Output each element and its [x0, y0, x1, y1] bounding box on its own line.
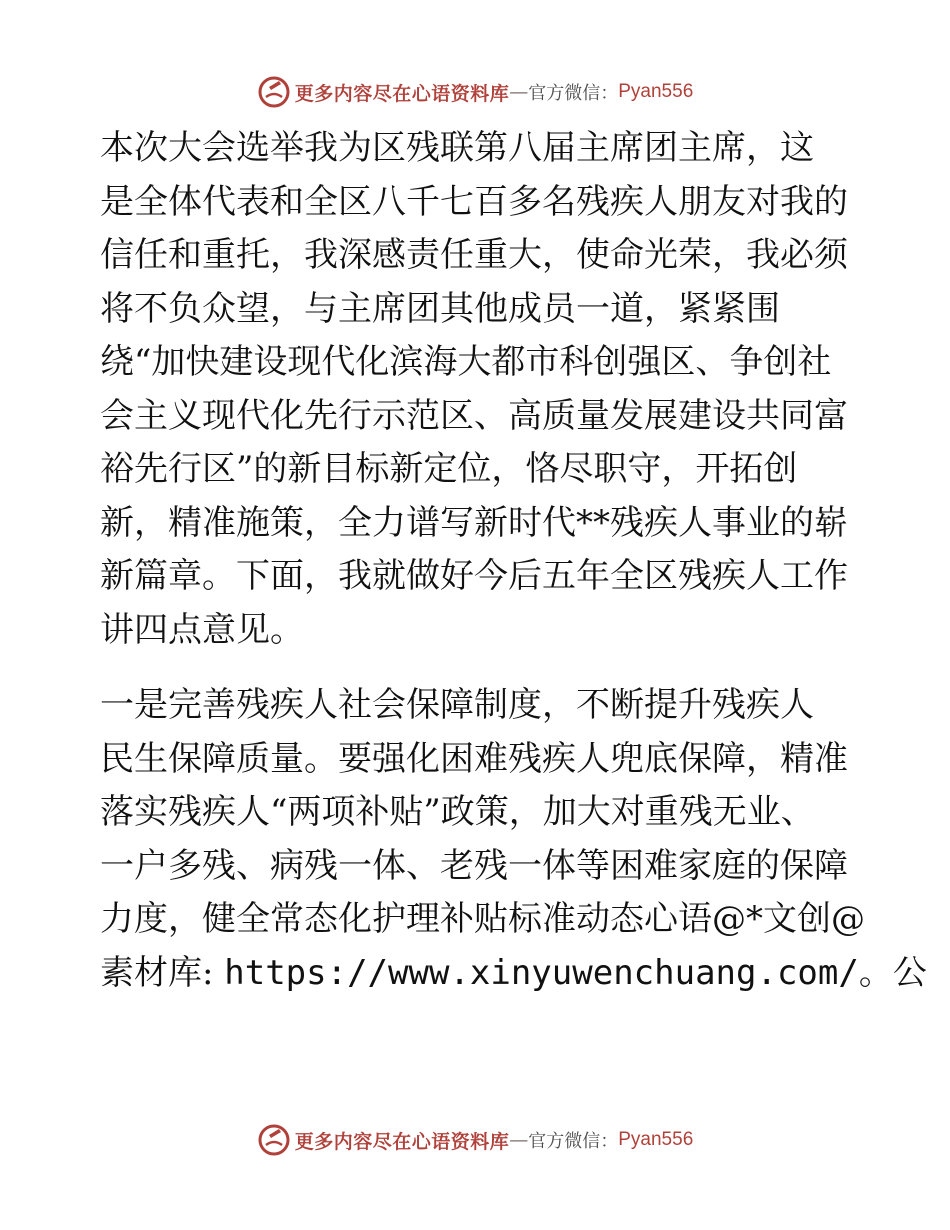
banner-wechat-label: 官方微信：: [528, 1131, 619, 1152]
text-line: 力度，健全常态化护理补贴标准动态心语@*文创@: [100, 899, 865, 939]
text-line: 是全体代表和全区八千七百多名残疾人朋友对我的: [100, 181, 848, 222]
text-line: 一户多残、病残一体、老残一体等困难家庭的保障: [100, 845, 848, 886]
text-line: 民生保障质量。要强化困难残疾人兜底保障，精准: [100, 738, 848, 779]
paragraph-2: [100, 679, 927, 1000]
book-pen-logo-icon: [257, 1123, 291, 1157]
text-line: 会主义现代化先行示范区、高质量发展建设共同富: [100, 395, 848, 436]
text-line-with-url: [100, 947, 927, 1001]
text-line: 落实残疾人“两项补贴”政策，加大对重残无业、: [100, 792, 815, 832]
text-line: 新篇章。下面，我就做好今后五年全区残疾人工作: [100, 556, 848, 596]
text-line: 信任和重托，我深感责任重大，使命光荣，我必须: [100, 235, 848, 275]
document-body: [100, 122, 927, 1000]
banner-wechat-id: Pyan556: [618, 81, 694, 102]
text-line: 本次大会选举我为区残联第八届主席团主席，这: [100, 128, 814, 168]
banner-main-text: 更多内容尽在心语资料库: [294, 82, 510, 105]
text-line: 将不负众望，与主席团其他成员一道，紧紧围: [100, 288, 780, 329]
text-line: 讲四点意见。: [100, 609, 304, 650]
website-url: https://www.xinyuwenchuang.com/: [224, 952, 859, 993]
paragraph-1: [100, 122, 860, 657]
text-line: 绕“加快建设现代化滨海大都市科创强区、争创社: [100, 342, 832, 382]
banner-separator: —: [509, 1129, 529, 1151]
banner-wechat-label: 官方微信：: [528, 83, 619, 104]
url-suffix: 。公: [858, 952, 927, 993]
text-line: 新，精准施策，全力谱写新时代**残疾人事业的崭: [100, 502, 848, 543]
banner-wechat-id: Pyan556: [618, 1129, 694, 1150]
banner-separator: —: [509, 81, 529, 103]
footer-banner: [0, 1120, 950, 1160]
banner-main-text: 更多内容尽在心语资料库: [294, 1130, 510, 1153]
text-line: 裕先行区”的新目标新定位，恪尽职守，开拓创: [100, 449, 798, 489]
header-banner: [0, 72, 950, 112]
book-pen-logo-icon: [257, 75, 291, 109]
url-prefix: 素材库:: [100, 952, 225, 993]
text-line: 一是完善残疾人社会保障制度，不断提升残疾人: [100, 685, 814, 725]
